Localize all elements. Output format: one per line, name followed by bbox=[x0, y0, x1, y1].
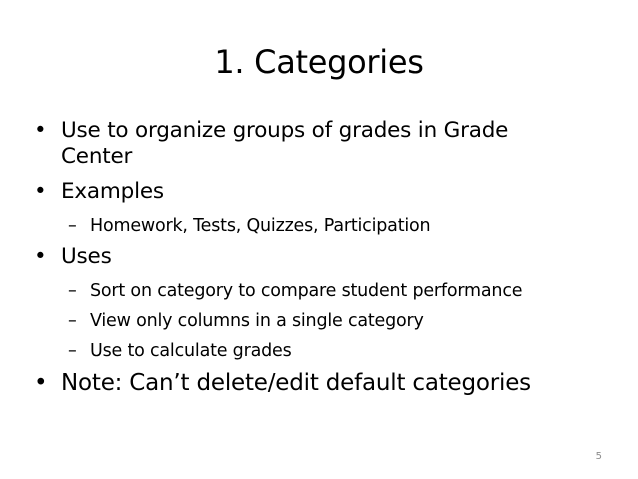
dash-icon: – bbox=[68, 341, 77, 361]
bullet-item bbox=[34, 369, 614, 397]
dash-icon: – bbox=[68, 311, 77, 331]
sub-bullet-item bbox=[34, 214, 614, 238]
slide-title: 1. Categories bbox=[214, 43, 424, 81]
bullet-item bbox=[34, 244, 614, 270]
bullet-text: Use to organize groups of grades in Grade Center bbox=[61, 118, 509, 169]
bullet-text: Uses bbox=[61, 244, 112, 269]
bullet-icon: • bbox=[34, 179, 47, 204]
bullet-icon: • bbox=[34, 370, 48, 396]
sub-bullet-text: Use to calculate grades bbox=[90, 341, 292, 361]
sub-bullet-text: Homework, Tests, Quizzes, Participation bbox=[90, 216, 431, 236]
sub-bullet-item bbox=[34, 309, 614, 333]
dash-icon: – bbox=[68, 216, 77, 236]
slide-number: 5 bbox=[595, 451, 602, 462]
sub-bullet-item bbox=[34, 339, 614, 363]
bullet-icon: • bbox=[34, 118, 47, 143]
sub-bullet-text: View only columns in a single category bbox=[90, 311, 424, 331]
sub-bullet-item bbox=[34, 279, 614, 303]
bullet-text: Note: Can’t delete/edit default categories bbox=[61, 370, 531, 396]
bullet-item bbox=[34, 118, 561, 170]
bullet-text: Examples bbox=[61, 179, 164, 204]
dash-icon: – bbox=[68, 281, 77, 301]
bullet-icon: • bbox=[34, 244, 47, 269]
bullet-list bbox=[34, 118, 614, 406]
bullet-item bbox=[34, 179, 614, 205]
sub-bullet-text: Sort on category to compare student performance bbox=[90, 281, 523, 301]
